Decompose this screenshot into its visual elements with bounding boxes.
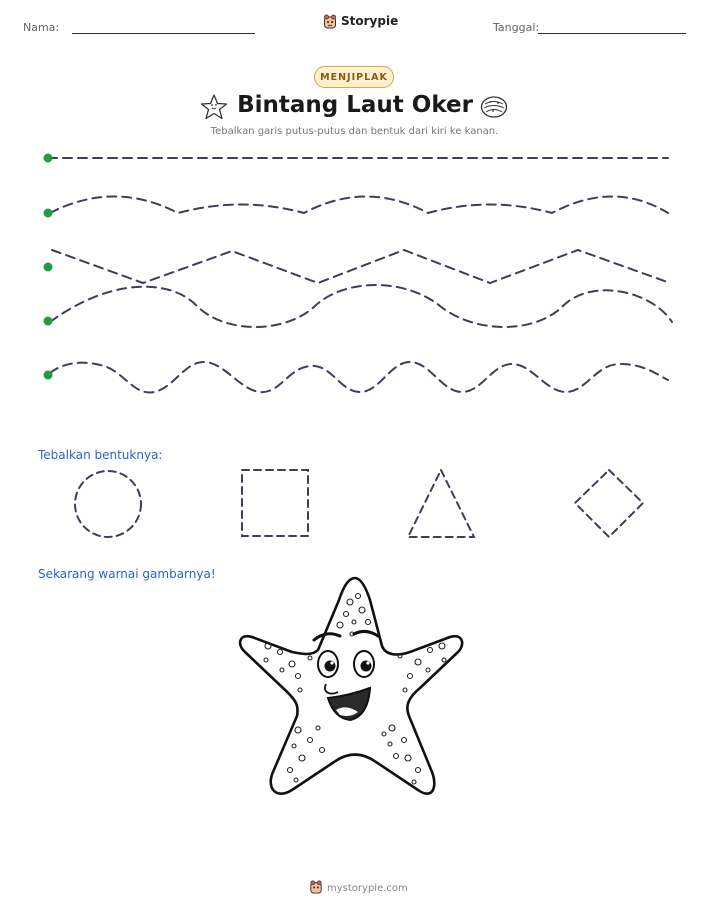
- footer-site: mystorypie.com: [327, 883, 408, 894]
- brand: [323, 13, 398, 29]
- trace-line-smooth-wave: [50, 197, 668, 214]
- trace-diamond: [575, 470, 643, 537]
- tracing-shapes: [60, 460, 660, 550]
- color-section-label: Sekarang warnai gambarnya!: [38, 567, 216, 581]
- trace-line-bump-wave: [50, 362, 668, 392]
- start-dot: [44, 154, 53, 163]
- start-dot: [44, 209, 53, 218]
- trace-circle: [75, 471, 141, 537]
- date-label: Tanggal:: [493, 21, 540, 34]
- trace-square: [242, 470, 308, 536]
- starfish-coloring-picture: [230, 570, 480, 800]
- start-dot: [44, 263, 53, 272]
- start-dot: [44, 317, 53, 326]
- name-field-line[interactable]: [72, 33, 255, 34]
- shapes-section-label: Tebalkan bentuknya:: [38, 448, 163, 462]
- tracing-lines: [0, 140, 709, 400]
- date-field-line[interactable]: [538, 33, 686, 34]
- shell-outline-icon: [479, 94, 509, 120]
- trace-triangle: [408, 470, 474, 537]
- page-title: Bintang Laut Oker: [237, 92, 473, 118]
- storypie-logo-icon: [323, 13, 337, 29]
- trace-line-large-wave: [50, 285, 672, 327]
- brand-name: Storypie: [341, 14, 399, 28]
- name-label: Nama:: [23, 21, 60, 34]
- start-dot: [44, 371, 53, 380]
- instructions: Tebalkan garis putus-putus dan bentuk dari kiri ke kanan.: [210, 126, 499, 137]
- storypie-logo-icon: [309, 879, 323, 894]
- category-badge: MENJIPLAK: [314, 66, 394, 88]
- trace-line-zigzag: [52, 250, 670, 283]
- starfish-body: [240, 578, 462, 794]
